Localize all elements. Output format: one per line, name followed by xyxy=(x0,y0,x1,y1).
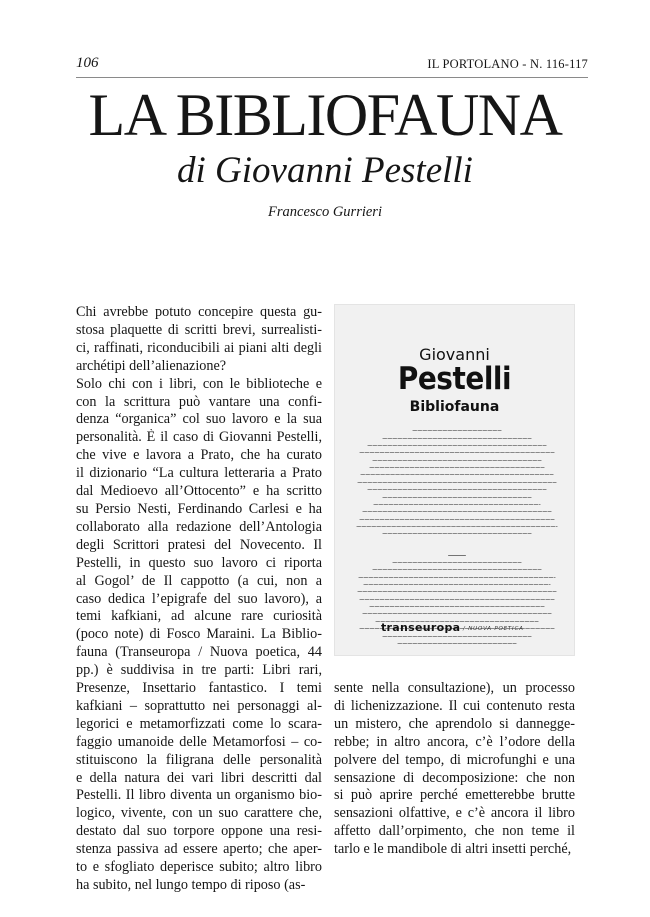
cover-scribble-line xyxy=(392,562,522,563)
book-cover-image xyxy=(334,304,575,656)
cover-scribble-line xyxy=(372,460,542,461)
body-line: (poco note) di Fosco Maraini. La Biblio- xyxy=(76,626,322,643)
cover-scribble-line xyxy=(357,591,557,592)
body-line: di lichenizzazione. Il cui contenuto resta xyxy=(334,697,575,714)
cover-scribble-line xyxy=(358,577,556,578)
cover-scribble-line xyxy=(412,430,502,431)
body-line: polvere del tempo, di microfunghi e una xyxy=(334,751,575,768)
cover-scribble-line xyxy=(367,445,547,446)
cover-handwritten-text xyxy=(355,427,558,647)
body-line: pp.) è suddivisa in tre parti: Libri rari, xyxy=(76,662,322,679)
body-line: degli Scrittori pratesi del Novecento. Il xyxy=(76,536,322,553)
cover-scribble-line xyxy=(362,613,552,614)
page-number: 106 xyxy=(76,55,99,71)
body-line: archétipi dell’alienazione? xyxy=(76,357,227,374)
cover-scribble-line xyxy=(382,636,532,637)
body-line: un mistero, che aprendolo si danneggе- xyxy=(334,715,575,732)
cover-author-last-name: Pestelli xyxy=(397,361,512,397)
cover-scribble-line xyxy=(382,497,532,498)
cover-scribble-line xyxy=(369,606,545,607)
cover-scribble-line xyxy=(373,504,541,505)
body-line: rebbe; in altro ancora, c’è l’odore della xyxy=(334,733,575,750)
cover-series: / NUOVA POETICA xyxy=(463,626,524,632)
cover-scribble-line xyxy=(357,482,557,483)
cover-scribble-line xyxy=(360,474,554,475)
body-line: si può aprire perché emetterebbe brutte xyxy=(334,787,575,804)
body-line: to e sfogliato deperisce subito; altro libro xyxy=(76,859,322,876)
body-column-right xyxy=(334,680,575,859)
body-line: il dizionario “La cultura letteraria a Prato xyxy=(76,465,322,482)
cover-scribble-line xyxy=(397,643,517,644)
article-subtitle: di Giovanni Pestelli xyxy=(177,150,473,191)
body-line: ha subito, nel lungo tempo di riposo (as- xyxy=(76,877,306,893)
cover-scribble-line xyxy=(382,533,532,534)
cover-author-first-name: Giovanni xyxy=(419,345,490,364)
body-line: sensazioni olfattive, e c’è ancora il libro xyxy=(334,805,575,822)
cover-book-title: Bibliofauna xyxy=(409,399,500,415)
body-line: dal Medioevo all’Ottocento” e ha scritto xyxy=(76,483,322,500)
body-line: personalità. È il caso di Giovanni Pestelli, xyxy=(76,429,322,446)
body-line: stituiscono la filigrana delle personalità xyxy=(76,751,322,768)
cover-scribble-line xyxy=(359,452,555,453)
cover-scribble-line xyxy=(369,467,545,468)
body-line: kafkiani – soprattutto nei personaggi al- xyxy=(76,697,322,714)
body-line: fauna (Transeuropa / Nuova poetica, 44 xyxy=(76,644,322,661)
body-line: stenza passiva ad essere aperto; che aper- xyxy=(76,841,322,858)
body-line: temi kafkiani, ad alcune rare curiosità xyxy=(76,608,322,625)
body-line: sente nella consultazione), un processo xyxy=(334,680,575,696)
body-line: Pestelli. Il libro diventa un organismo bio- xyxy=(76,787,322,804)
body-line: su Persio Nesti, Ferdinando Carlesi e ha xyxy=(76,500,322,517)
body-line: Chi avrebbe potuto concepire questa gu- xyxy=(76,304,322,320)
body-line: che vive e lavora a Prato, che ha curato xyxy=(76,447,322,464)
body-line: e della natura dei vari libri descritti dal xyxy=(76,769,322,786)
body-column-left xyxy=(76,304,322,895)
body-line: affetto dall’orpimento, che non teme il xyxy=(334,823,575,840)
cover-scribble-line xyxy=(367,489,547,490)
body-line: caso dedica l’epigrafe del suo lavoro), a xyxy=(76,590,322,607)
body-line: Presenze, Insettario fantastico. I temi xyxy=(76,680,322,697)
body-line: con la scrittura può vantare una confi- xyxy=(76,393,322,410)
cover-scribble-line xyxy=(359,519,555,520)
body-line: collaborato alla redazione dell’Antologia xyxy=(76,518,322,535)
cover-scribble-line xyxy=(356,526,558,527)
cover-scribble-line xyxy=(362,511,552,512)
body-line: Pestelli, in questo suo lavoro ci riporta xyxy=(76,554,322,571)
article-author: Francesco Gurrieri xyxy=(268,204,382,220)
cover-scribble-line xyxy=(372,569,542,570)
cover-scribble-line xyxy=(363,584,551,585)
cover-scribble-line xyxy=(359,599,555,600)
body-line: Solo chi con i libri, con le biblioteche e xyxy=(76,375,322,392)
body-line: tarlo e le mandibole di altri insetti perché, xyxy=(334,841,572,858)
body-line: legorici e metamorfizzati come lo scara- xyxy=(76,715,322,732)
journal-header: IL PORTOLANO - N. 116-117 xyxy=(427,57,588,71)
body-line: faggio umanoide delle Metamorfosi – co- xyxy=(76,733,322,750)
cover-publisher: transeuropa xyxy=(381,621,461,634)
body-line: sensazione di decomposizione: che non xyxy=(334,769,575,786)
body-line: logico, vivente, con un suo carattere che, xyxy=(76,805,322,822)
body-line: stosa plaquette di scritti brevi, surrealisti- xyxy=(76,321,322,338)
cover-scribble-line xyxy=(382,438,532,439)
body-line: al Gogol’ de Il cappotto (a cui, non a xyxy=(76,572,322,589)
cover-scribble-line xyxy=(448,555,466,556)
body-line: ci, raffinati, riconducibili ai piani alti degli xyxy=(76,339,322,356)
body-line: denza “organica” col suo lavoro e la sua xyxy=(76,411,322,428)
article-title: LA BIBLIOFAUNA xyxy=(88,82,562,148)
body-line: destato dal suo torpore oppone una resi- xyxy=(76,823,322,840)
header-rule xyxy=(76,77,588,78)
